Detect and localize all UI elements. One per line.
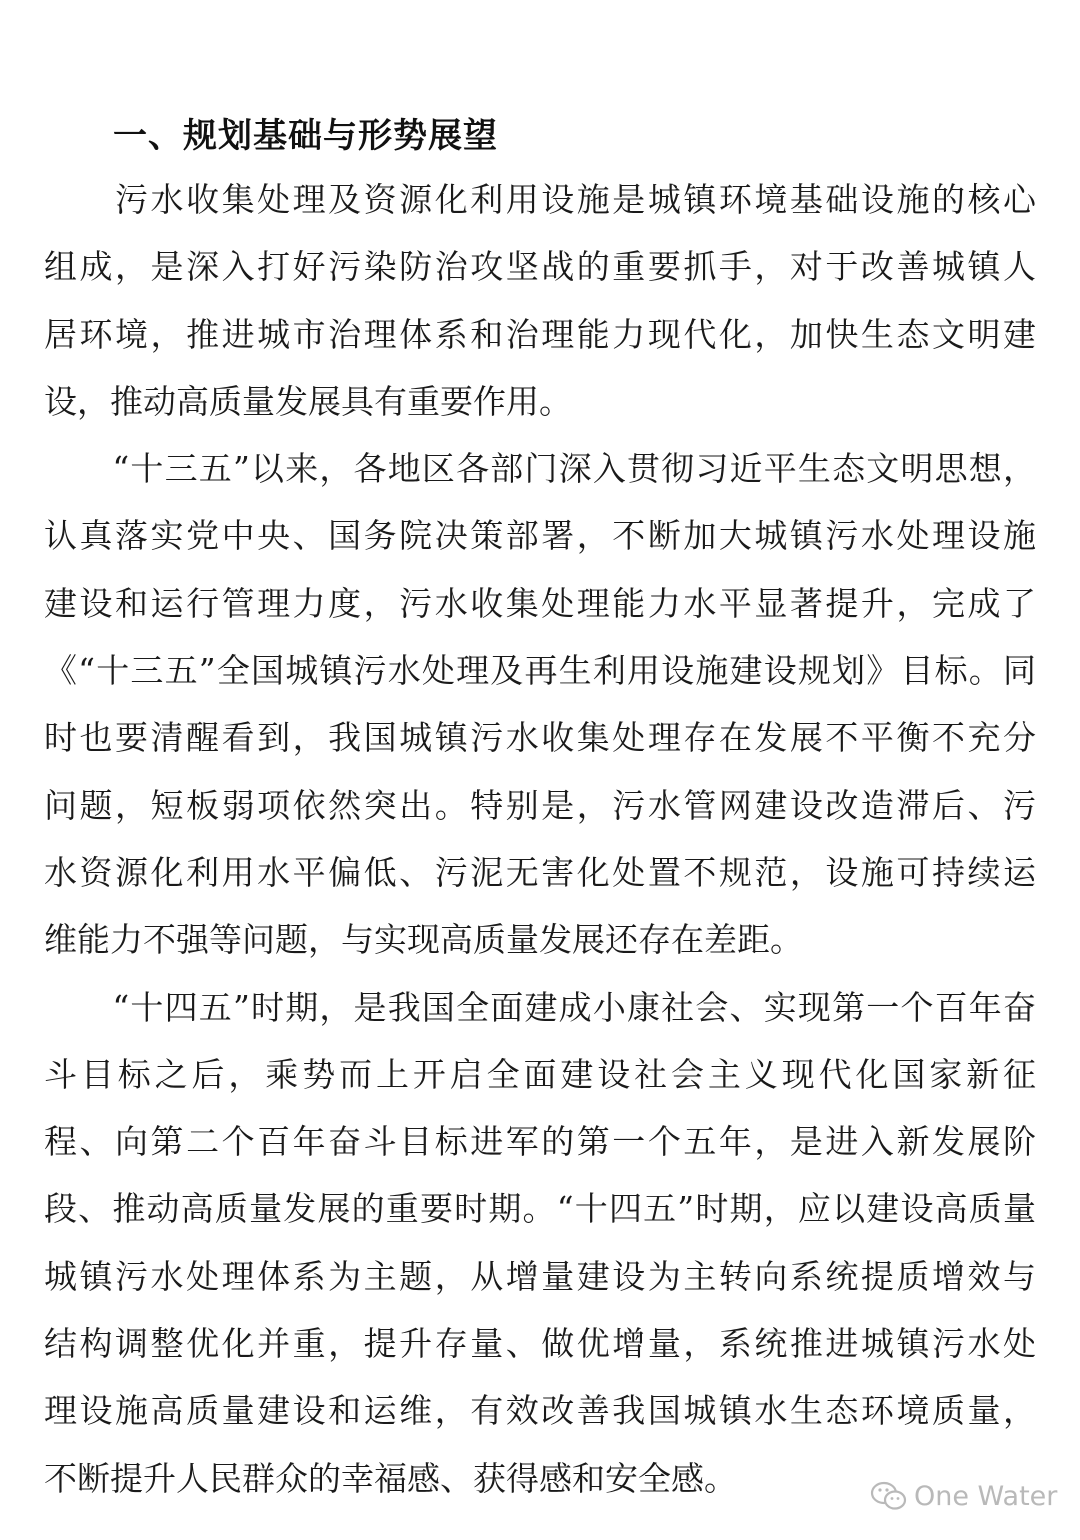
text-line: 程、向第二个百年奋斗目标进军的第一个五年，是进入新发展阶	[44, 1122, 1036, 1162]
text-line: 结构调整优化并重，提升存量、做优增量，系统推进城镇污水处	[44, 1324, 1036, 1364]
text-line: “十四五”时期，是我国全面建成小康社会、实现第一个百年奋	[44, 987, 1036, 1027]
text-line: 城镇污水处理体系为主题，从增量建设为主转向系统提质增效与	[44, 1256, 1036, 1296]
text-line: 组成，是深入打好污染防治攻坚战的重要抓手，对于改善城镇人	[44, 247, 1036, 287]
text-line: 认真落实党中央、国务院决策部署，不断加大城镇污水处理设施	[44, 516, 1036, 556]
text-line: 建设和运行管理力度，污水收集处理能力水平显著提升，完成了	[44, 583, 1036, 623]
text-line: 问题，短板弱项依然突出。特别是，污水管网建设改造滞后、污	[44, 785, 1036, 825]
wechat-icon	[870, 1480, 908, 1512]
text-line: 设，推动高质量发展具有重要作用。	[44, 381, 572, 421]
text-line: 时也要清醒看到，我国城镇污水收集处理存在发展不平衡不充分	[44, 718, 1036, 758]
text-line: 不断提升人民群众的幸福感、获得感和安全感。	[44, 1458, 737, 1498]
text-line: 污水收集处理及资源化利用设施是城镇环境基础设施的核心	[44, 180, 1036, 219]
text-line: 理设施高质量建设和运维，有效改善我国城镇水生态环境质量，	[44, 1391, 1036, 1431]
text-line: 水资源化利用水平偏低、污泥无害化处置不规范，设施可持续运	[44, 852, 1036, 892]
text-line: 居环境，推进城市治理体系和治理能力现代化，加快生态文明建	[44, 314, 1036, 354]
watermark	[870, 1478, 1057, 1514]
text-line: 《“十三五”全国城镇污水处理及再生利用设施建设规划》目标。同	[44, 651, 1036, 691]
watermark-text: One Water	[914, 1480, 1058, 1512]
text-line: “十三五”以来，各地区各部门深入贯彻习近平生态文明思想，	[44, 449, 1036, 489]
text-line: 段、推动高质量发展的重要时期。“十四五”时期，应以建设高质量	[44, 1189, 1036, 1229]
section-heading: 一、规划基础与形势展望	[113, 116, 498, 156]
text-line: 斗目标之后，乘势而上开启全面建设社会主义现代化国家新征	[44, 1054, 1036, 1094]
text-line: 维能力不强等问题，与实现高质量发展还存在差距。	[44, 920, 803, 960]
body-text	[44, 166, 1036, 1512]
